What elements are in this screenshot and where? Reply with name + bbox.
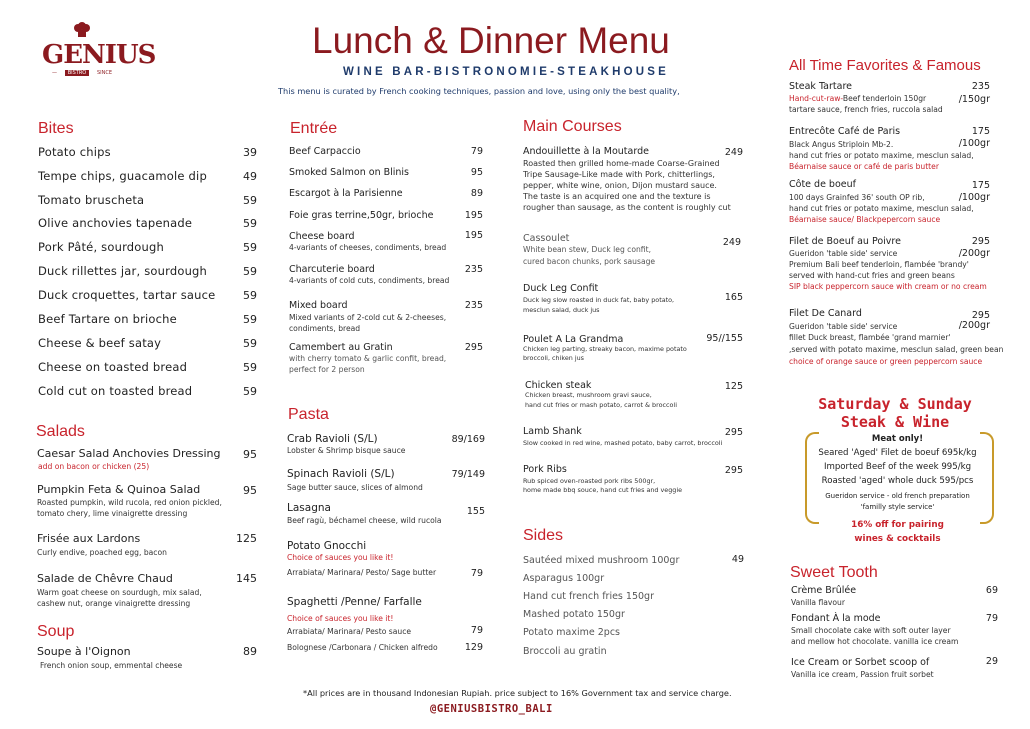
menu-item-desc: hand cut fries or potato maxime, mesclun salad,: [789, 204, 974, 213]
weekend-offer: 16% off for pairing: [851, 520, 944, 530]
weekend-line: Seared 'Aged' Filet de boeuf 695k/kg: [818, 448, 977, 458]
menu-item-price: 49: [731, 554, 744, 565]
menu-item-name: Escargot à la Parisienne: [289, 188, 403, 199]
menu-item-desc: Sage butter sauce, slices of almond: [287, 483, 423, 492]
menu-item-desc: Choice of sauces you like it!: [287, 614, 394, 623]
menu-item-name: Filet De Canard: [789, 308, 862, 319]
menu-item-desc: SIP black peppercorn sauce with cream or no cream: [789, 282, 987, 291]
menu-item-name: Fondant À la mode: [791, 613, 881, 624]
menu-item-desc: cashew nut, orange vinaigrette dressing: [37, 599, 191, 608]
menu-item-desc: French onion soup, emmental cheese: [40, 661, 183, 670]
menu-item-desc: White bean stew, Duck leg confit,: [523, 245, 651, 254]
menu-item-name: Crab Ravioli (S/L): [287, 433, 378, 445]
section-heading-sweet-tooth: Sweet Tooth: [790, 564, 878, 581]
menu-item-name: Mixed board: [289, 300, 348, 311]
menu-item-price: 295: [464, 342, 483, 353]
menu-item-price: 89/169: [451, 434, 485, 445]
weekend-line: Roasted 'aged' whole duck 595/pcs: [821, 476, 974, 486]
menu-item-desc: mesclun salad, duck jus: [523, 306, 600, 314]
menu-item-price: 59: [243, 265, 257, 278]
menu-item-price: 249: [722, 237, 741, 248]
menu-item-desc: Béarnaise sauce or café de paris butter: [789, 162, 939, 171]
menu-item-desc: tomato chery, lime vinaigrette dressing: [37, 509, 188, 518]
menu-item-price: 95//155: [706, 333, 743, 344]
menu-item-name: Potato maxime 2pcs: [523, 627, 621, 638]
logo: [42, 22, 156, 80]
menu-item-price-unit: /100gr: [958, 138, 990, 149]
menu-item-desc: Warm goat cheese on sourdugh, mix salad,: [37, 588, 202, 597]
menu-item-desc: Lobster & Shrimp bisque sauce: [287, 446, 406, 455]
menu-item-desc: Curly endive, poached egg, bacon: [37, 548, 167, 557]
menu-item-price-unit: /200gr: [958, 248, 990, 259]
menu-item-desc: broccoli, chiken jus: [523, 354, 584, 362]
menu-item-desc: Mixed variants of 2-cold cut & 2-cheeses,: [289, 313, 447, 322]
section-heading-sides: Sides: [523, 527, 564, 544]
menu-item-desc: served with hand-cut fries and green beans: [789, 271, 955, 280]
menu-item-price: 249: [724, 147, 743, 158]
menu-item-name: Côte de boeuf: [789, 179, 856, 190]
menu-item-name: Lamb Shank: [523, 426, 582, 437]
menu-item-desc: The taste is an acquired one and the texture is: [523, 192, 711, 201]
chef-hat-icon: [73, 22, 91, 38]
menu-item-price: 59: [243, 361, 257, 374]
menu-item-desc: Premium Bali beef tenderloin, flambée 'brandy': [789, 260, 969, 269]
menu-item-name: Beef Tartare on brioche: [38, 312, 177, 326]
page-subtitle: WINE BAR-BISTRONOMIE-STEAKHOUSE: [343, 66, 670, 78]
menu-item-name: Pumpkin Feta & Quinoa Salad: [37, 483, 201, 496]
menu-item-desc: Gueridon 'table side' service: [789, 249, 898, 258]
menu-item-name: Poulet A La Grandma: [523, 334, 624, 345]
menu-item-desc: condiments, bread: [289, 324, 361, 333]
menu-item-desc: Choice of sauces you like it!: [287, 553, 394, 562]
menu-item-name: Potato chips: [38, 145, 111, 159]
menu-item-desc: Duck leg slow roasted in duck fat, baby potato,: [523, 296, 675, 304]
menu-item-price: 95: [243, 448, 257, 461]
section-heading-favorites: All Time Favorites & Famous: [789, 57, 981, 74]
menu-item-price: 129: [464, 642, 483, 653]
menu-item-name: Tempe chips, guacamole dip: [38, 169, 207, 183]
menu-item-price: 59: [243, 385, 257, 398]
menu-item-desc: Béarnaise sauce/ Blackpepercorn sauce: [789, 215, 941, 224]
menu-item-price: 49: [243, 170, 257, 183]
menu-item-name: Frisée aux Lardons: [37, 532, 141, 545]
menu-item-name: Asparagus 100gr: [523, 573, 605, 584]
menu-item-name: Cheese on toasted bread: [38, 360, 188, 374]
menu-item-name: Tomato bruscheta: [38, 193, 145, 207]
menu-item-price-unit: /200gr: [958, 320, 990, 331]
menu-item-desc: Roasted pumpkin, wild rucola, red onion pickled,: [37, 498, 222, 507]
menu-item-name: Entrecôte Café de Paris: [789, 126, 901, 137]
menu-item-price: 59: [243, 289, 257, 302]
menu-item-price: 69: [985, 585, 998, 596]
tagline: This menu is curated by French cooking techniques, passion and love, using only the best quality,: [278, 86, 680, 96]
menu-item-desc: Arrabiata/ Marinara/ Pesto sauce: [287, 627, 412, 636]
menu-item-name: Charcuterie board: [289, 264, 375, 275]
menu-item-price: 165: [724, 292, 743, 303]
menu-item-name: Pork Pâté, sourdough: [38, 240, 165, 254]
menu-item-name: Smoked Salmon on Blinis: [289, 167, 410, 178]
menu-item-name: Soupe à l'Oignon: [37, 645, 131, 658]
menu-item-desc: Bolognese /Carbonara / Chicken alfredo: [287, 643, 438, 652]
menu-item-price: 59: [243, 217, 257, 230]
menu-item-price: 29: [985, 656, 998, 667]
menu-item-desc: cured bacon chunks, pork sausage: [523, 257, 656, 266]
menu-item-desc: Small chocolate cake with soft outer layer: [791, 626, 951, 635]
menu-item-price: 89: [470, 188, 483, 199]
menu-item-name: Andouillette à la Moutarde: [523, 146, 649, 157]
menu-item-price: 235: [464, 300, 483, 311]
weekend-line: Gueridon service - old french preparation: [825, 492, 970, 500]
menu-item-price: 59: [243, 337, 257, 350]
menu-item-desc: add on bacon or chicken (25): [38, 462, 150, 471]
menu-item-price: 195: [464, 230, 483, 241]
menu-item-name: Pork Ribs: [523, 464, 567, 475]
menu-item-desc: Black Angus Striploin Mb-2.: [789, 140, 894, 149]
menu-item-desc: home made bbq souce, hand cut fries and veggie: [523, 486, 683, 494]
menu-item-price: 89: [243, 645, 257, 658]
menu-item-name: Foie gras terrine,50gr, brioche: [289, 210, 434, 221]
menu-item-price: 295: [971, 236, 990, 247]
menu-item-price: 175: [971, 180, 990, 191]
menu-item-name: Cassoulet: [523, 233, 570, 244]
price-footnote: *All prices are in thousand Indonesian Rupiah. price subject to 16% Government tax and service charge.: [303, 688, 732, 698]
menu-item-price-unit: /150gr: [958, 94, 990, 105]
section-heading-pasta: Pasta: [288, 406, 329, 423]
menu-item-desc: Vanilla ice cream, Passion fruit sorbet: [791, 670, 934, 679]
menu-item-desc: hand cut fries or potato maxime, mesclun salad,: [789, 151, 974, 160]
menu-item-desc: 4-variants of cheeses, condiments, bread: [289, 243, 447, 252]
menu-item-price: 235: [971, 81, 990, 92]
section-heading-bites: Bites: [38, 120, 74, 137]
menu-item-price: 125: [236, 532, 257, 545]
menu-item-desc: 100 days Grainfed 36' south OP rib,: [789, 193, 925, 202]
logo-subline: — BISTRO SINCE: [52, 70, 112, 76]
menu-item-desc: Arrabiata/ Marinara/ Pesto/ Sage butter: [287, 568, 437, 577]
menu-item-name: Cheese & beef satay: [38, 336, 162, 350]
menu-item-desc: Slow cooked in red wine, mashed potato, baby carrot, broccoli: [523, 439, 723, 447]
menu-item-name: Caesar Salad Anchovies Dressing: [37, 447, 221, 460]
logo-word: GENIUS: [42, 40, 156, 70]
menu-item-price: 79: [470, 625, 483, 636]
menu-item-price: 235: [464, 264, 483, 275]
menu-item-price: 59: [243, 313, 257, 326]
menu-item-name: Filet de Boeuf au Poivre: [789, 236, 901, 247]
menu-item-desc: Chicken breast, mushroom gravi sauce,: [525, 391, 652, 399]
menu-item-desc: choice of orange sauce or green peppercorn sauce: [789, 357, 983, 366]
menu-item-price: 295: [971, 310, 990, 321]
menu-item-name: Beef Carpaccio: [289, 146, 361, 157]
menu-item-desc: 4-variants of cold cuts, condiments, bread: [289, 276, 450, 285]
menu-item-name: Duck Leg Confit: [523, 283, 599, 294]
menu-item-name: Sautéed mixed mushroom 100gr: [523, 555, 680, 566]
menu-item-name: Olive anchovies tapenade: [38, 216, 193, 230]
menu-item-name: Broccoli au gratin: [523, 646, 607, 657]
menu-item-name: Spinach Ravioli (S/L): [287, 468, 395, 480]
menu-item-price-unit: /100gr: [958, 192, 990, 203]
social-handle: @GENIUSBISTRO_BALI: [430, 703, 553, 715]
menu-item-name: Hand cut french fries 150gr: [523, 591, 654, 602]
menu-item-price: 155: [466, 506, 485, 517]
menu-item-name: Duck croquettes, tartar sauce: [38, 288, 216, 302]
section-heading-soup: Soup: [37, 623, 75, 640]
menu-item-price: 295: [724, 427, 743, 438]
menu-item-name: Cold cut on toasted bread: [38, 384, 193, 398]
weekend-offer: wines & cocktails: [854, 534, 941, 544]
menu-item-desc: Beef ragù, béchamel cheese, wild rucola: [287, 516, 442, 525]
menu-item-price: 79/149: [451, 469, 485, 480]
menu-item-desc: Chicken leg parting, streaky bacon, maxime potato: [523, 345, 687, 353]
page-title: Lunch & Dinner Menu: [312, 20, 670, 61]
menu-item-name: Chicken steak: [525, 380, 592, 391]
menu-item-name: Cheese board: [289, 231, 355, 242]
weekend-title: Saturday & Sunday Steak & Wine: [818, 395, 972, 431]
menu-item-desc: Vanilla flavour: [791, 598, 845, 607]
menu-item-desc: Hand-cut-raw-Beef tenderloin 150gr: [789, 94, 927, 103]
weekend-line: 'familly style service': [860, 503, 935, 511]
menu-item-desc: Gueridon 'table side' service: [789, 322, 898, 331]
menu-item-name: Steak Tartare: [789, 81, 852, 92]
weekend-meat-only: Meat only!: [871, 434, 924, 444]
menu-item-price: 95: [243, 484, 257, 497]
menu-item-desc: and mellow hot chocolate. vanilla ice cream: [791, 637, 959, 646]
menu-item-desc: pepper, white wine, onion, Dijon mustard sauce.: [523, 181, 717, 190]
section-heading-main-courses: Main Courses: [523, 118, 622, 135]
menu-item-desc: Roasted then grilled home-made Coarse-Grained: [523, 159, 720, 168]
menu-item-desc: with cherry tomato & garlic confit, bread,: [289, 354, 447, 363]
menu-item-price: 79: [470, 568, 483, 579]
menu-item-price: 39: [243, 146, 257, 159]
section-heading-salads: Salads: [36, 423, 85, 440]
menu-item-price: 295: [724, 465, 743, 476]
menu-item-price: 59: [243, 194, 257, 207]
menu-item-name: Mashed potato 150gr: [523, 609, 625, 620]
weekend-line: Imported Beef of the week 995/kg: [823, 462, 972, 472]
menu-item-price: 59: [243, 241, 257, 254]
menu-item-desc: rougher than sausage, as the content is roughly cut: [523, 203, 731, 212]
menu-item-price: 195: [464, 210, 483, 221]
section-heading-entree: Entrée: [290, 120, 338, 137]
menu-item-desc: Tripe Sausage-Like made with Pork, chitterlings,: [523, 170, 715, 179]
menu-item-price: 125: [724, 381, 743, 392]
menu-item-name: Duck rillettes jar, sourdough: [38, 264, 208, 278]
menu-item-name: Camembert au Gratin: [289, 342, 393, 353]
menu-item-price: 145: [236, 572, 257, 585]
menu-item-desc: tartare sauce, french fries, ruccola salad: [789, 105, 943, 114]
menu-item-name: Potato Gnocchi: [287, 540, 367, 552]
menu-item-desc: perfect for 2 person: [289, 365, 365, 374]
menu-item-name: Salade de Chêvre Chaud: [37, 572, 173, 585]
menu-item-price: 79: [985, 613, 998, 624]
menu-item-desc: ,served with potato maxime, mesclun salad, green bean: [789, 345, 1004, 354]
menu-item-price: 175: [971, 126, 990, 137]
menu-item-desc: Rub spiced oven-roasted pork ribs 500gr,: [523, 477, 656, 485]
menu-item-desc: hand cut fries or mash potato, carrot & broccoli: [525, 401, 677, 409]
menu-item-price: 79: [470, 146, 483, 157]
menu-item-name: Crème Brûlée: [791, 585, 857, 596]
menu-item-name: Lasagna: [287, 502, 331, 514]
menu-item-price: 95: [470, 167, 483, 178]
menu-item-name: Ice Cream or Sorbet scoop of: [791, 657, 930, 668]
menu-item-name: Spaghetti /Penne/ Farfalle: [287, 596, 422, 608]
menu-item-desc: fillet Duck breast, flambée 'grand marnier': [789, 333, 951, 342]
